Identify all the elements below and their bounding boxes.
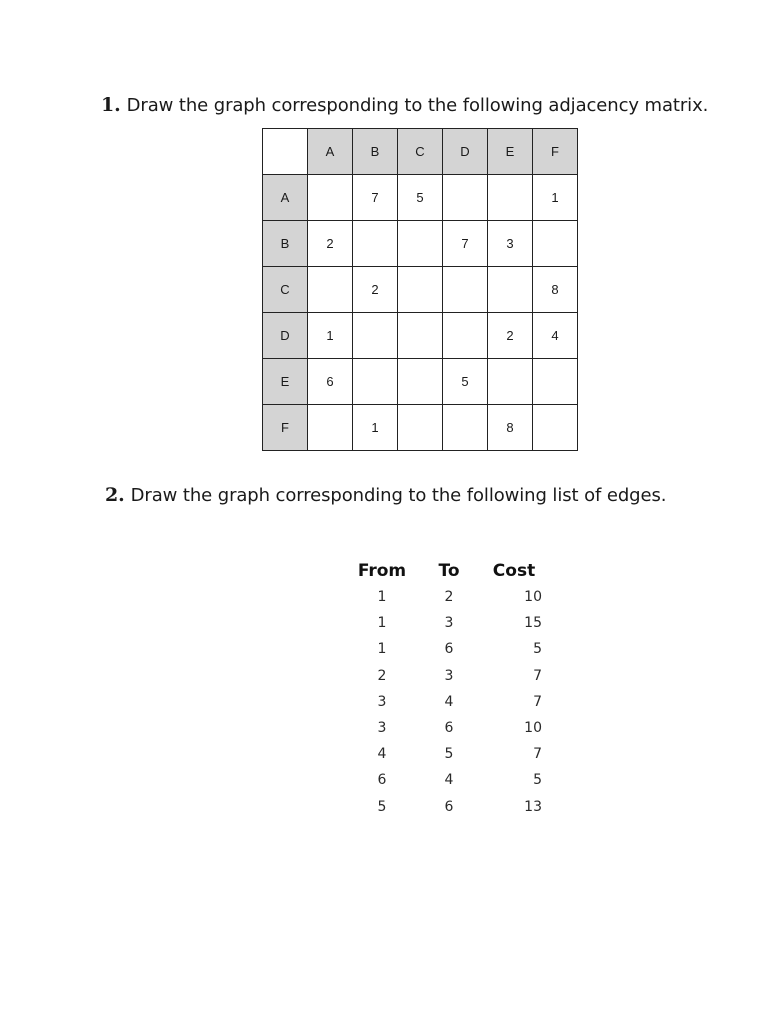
matrix-cell xyxy=(398,359,443,405)
matrix-col-header: F xyxy=(533,129,578,175)
question-1-text: Draw the graph corresponding to the following adjacency matrix. xyxy=(126,95,709,116)
edge-row xyxy=(352,689,542,715)
matrix-cell: 2 xyxy=(308,221,353,267)
matrix-cell xyxy=(533,359,578,405)
edge-cost: 7 xyxy=(533,667,542,684)
matrix-row-header: D xyxy=(263,313,308,359)
edge-from: 3 xyxy=(377,693,387,710)
matrix-row-header: C xyxy=(263,267,308,313)
edge-row xyxy=(352,715,542,741)
matrix-cell xyxy=(353,313,398,359)
matrix-cell xyxy=(533,405,578,451)
question-1 xyxy=(101,94,708,116)
edge-to: 4 xyxy=(444,693,454,710)
matrix-cell: 3 xyxy=(488,221,533,267)
matrix-cell: 6 xyxy=(308,359,353,405)
matrix-cell xyxy=(398,267,443,313)
matrix-header-row xyxy=(263,129,578,175)
matrix-cell: 4 xyxy=(533,313,578,359)
edge-row xyxy=(352,584,542,610)
matrix-cell xyxy=(308,267,353,313)
matrix-cell: 5 xyxy=(398,175,443,221)
edge-list-table xyxy=(352,558,542,820)
edge-row xyxy=(352,741,542,767)
edge-from: 4 xyxy=(377,746,387,763)
edge-list-header-to: To xyxy=(438,561,460,581)
question-2-text: Draw the graph corresponding to the following list of edges. xyxy=(130,485,667,506)
matrix-cell xyxy=(308,405,353,451)
edge-to: 3 xyxy=(444,615,454,632)
edge-from: 1 xyxy=(377,589,387,606)
edge-list-header-row xyxy=(352,558,542,584)
edge-cost: 15 xyxy=(524,615,542,632)
edge-cost: 10 xyxy=(524,589,542,606)
matrix-cell: 7 xyxy=(443,221,488,267)
edge-row xyxy=(352,663,542,689)
matrix-cell xyxy=(398,405,443,451)
matrix-cell xyxy=(398,313,443,359)
edge-cost: 5 xyxy=(533,772,542,789)
matrix-cell: 2 xyxy=(353,267,398,313)
edge-from: 5 xyxy=(377,798,387,815)
adjacency-matrix xyxy=(262,128,578,451)
matrix-row xyxy=(263,359,578,405)
matrix-row xyxy=(263,405,578,451)
matrix-cell xyxy=(353,221,398,267)
matrix-cell xyxy=(443,267,488,313)
matrix-cell xyxy=(443,313,488,359)
edge-to: 3 xyxy=(444,667,454,684)
matrix-col-header: B xyxy=(353,129,398,175)
edge-row xyxy=(352,767,542,793)
matrix-cell: 2 xyxy=(488,313,533,359)
matrix-cell: 1 xyxy=(533,175,578,221)
matrix-row xyxy=(263,221,578,267)
matrix-cell: 5 xyxy=(443,359,488,405)
edge-from: 2 xyxy=(377,667,387,684)
matrix-col-header: D xyxy=(443,129,488,175)
edge-row xyxy=(352,636,542,662)
edge-row xyxy=(352,610,542,636)
question-2-number: 2. xyxy=(105,484,125,506)
matrix-corner-cell xyxy=(263,129,308,175)
edge-to: 6 xyxy=(444,798,454,815)
matrix-cell xyxy=(443,175,488,221)
matrix-row-header: E xyxy=(263,359,308,405)
matrix-row xyxy=(263,313,578,359)
edge-from: 1 xyxy=(377,641,387,658)
matrix-col-header: C xyxy=(398,129,443,175)
matrix-cell xyxy=(488,359,533,405)
edge-row xyxy=(352,794,542,820)
edge-list-header-from: From xyxy=(357,561,407,581)
edge-from: 1 xyxy=(377,615,387,632)
edge-to: 6 xyxy=(444,641,454,658)
edge-cost: 10 xyxy=(524,720,542,737)
edge-cost: 13 xyxy=(524,798,542,815)
edge-from: 3 xyxy=(377,720,387,737)
matrix-row xyxy=(263,175,578,221)
matrix-cell xyxy=(308,175,353,221)
matrix-cell: 1 xyxy=(353,405,398,451)
edge-from: 6 xyxy=(377,772,387,789)
matrix-col-header: A xyxy=(308,129,353,175)
matrix-cell xyxy=(488,267,533,313)
matrix-row-header: A xyxy=(263,175,308,221)
matrix-cell xyxy=(353,359,398,405)
matrix-cell xyxy=(398,221,443,267)
edge-list-header-cost: Cost xyxy=(492,561,536,581)
edge-to: 6 xyxy=(444,720,454,737)
edge-to: 2 xyxy=(444,589,454,606)
question-2 xyxy=(105,484,666,506)
matrix-row xyxy=(263,267,578,313)
matrix-cell xyxy=(533,221,578,267)
edge-cost: 7 xyxy=(533,746,542,763)
matrix-row-header: F xyxy=(263,405,308,451)
matrix-cell: 1 xyxy=(308,313,353,359)
matrix-cell xyxy=(443,405,488,451)
matrix-cell: 8 xyxy=(533,267,578,313)
edge-cost: 7 xyxy=(533,693,542,710)
matrix-cell: 7 xyxy=(353,175,398,221)
edge-to: 4 xyxy=(444,772,454,789)
matrix-cell xyxy=(488,175,533,221)
question-1-number: 1. xyxy=(101,94,121,116)
matrix-cell: 8 xyxy=(488,405,533,451)
matrix-col-header: E xyxy=(488,129,533,175)
edge-cost: 5 xyxy=(533,641,542,658)
edge-to: 5 xyxy=(444,746,454,763)
matrix-row-header: B xyxy=(263,221,308,267)
